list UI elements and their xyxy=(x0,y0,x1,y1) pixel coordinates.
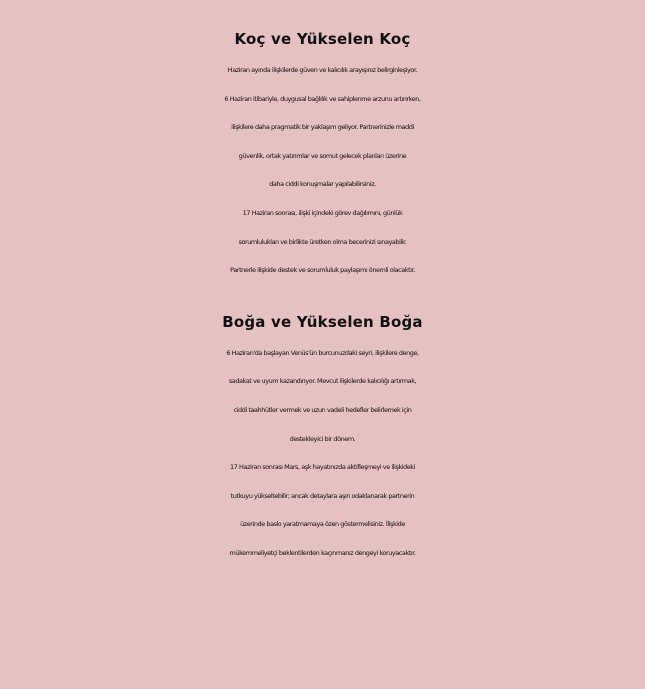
text-line: sadakat ve uyum kazandırıyor. Mevcut ilişkilerde kalıcılığı artırmak, xyxy=(228,377,417,386)
text-line: tutkuyu yükseltebilir; ancak detaylara aşırı odaklanarak partnerin xyxy=(230,491,415,500)
section-title: Boğa ve Yükselen Boğa xyxy=(222,312,423,331)
text-line: 6 Haziran itibariyle, duygusal bağlılık ve sahiplenme arzunu artırırken, xyxy=(224,94,421,103)
text-line: ciddi taahhütler vermek ve uzun vadeli hedefler belirlemek için xyxy=(233,405,412,414)
text-line: 17 Haziran sonrası, ilişki içindeki görev dağılımını, günlük xyxy=(242,208,403,217)
text-line: sorumlulukları ve birlikte üretken olma becerinizi sınayabilir. xyxy=(238,237,407,246)
text-line: mükemmeliyetçi beklentilerden kaçınmanız dengeyi koruyacaktır. xyxy=(229,548,416,557)
text-line: 6 Haziran'da başlayan Venüs'ün burcunuzdaki seyri, ilişkilere denge, xyxy=(226,348,419,357)
text-line: 17 Haziran sonrası Mars, aşk hayatınızda aktifleşmeyi ve ilişkideki xyxy=(230,463,415,472)
text-line: daha ciddi konuşmalar yapılabilirsiniz. xyxy=(269,180,376,189)
section-title: Koç ve Yükselen Koç xyxy=(234,30,411,48)
text-line: Partnerle ilişkide destek ve sorumluluk paylaşımı önemli olacaktır. xyxy=(230,266,415,275)
text-line: destekleyici bir dönem. xyxy=(289,434,356,443)
text-line: ilişkilere daha pragmatik bir yaklaşım geliyor. Partnerinizle maddi xyxy=(231,123,414,132)
text-line: üzerinde baskı yaratmamaya özen göstermelisiniz. İlişkide xyxy=(240,520,405,529)
text-line: güvenlik, ortak yatırımlar ve somut gelecek planları üzerine xyxy=(238,151,407,160)
section-koc xyxy=(0,22,645,285)
text-line: Haziran ayında ilişkilerde güven ve kalıcılık arayışınız belirginleşiyor. xyxy=(227,66,418,74)
section-boga xyxy=(0,305,645,568)
